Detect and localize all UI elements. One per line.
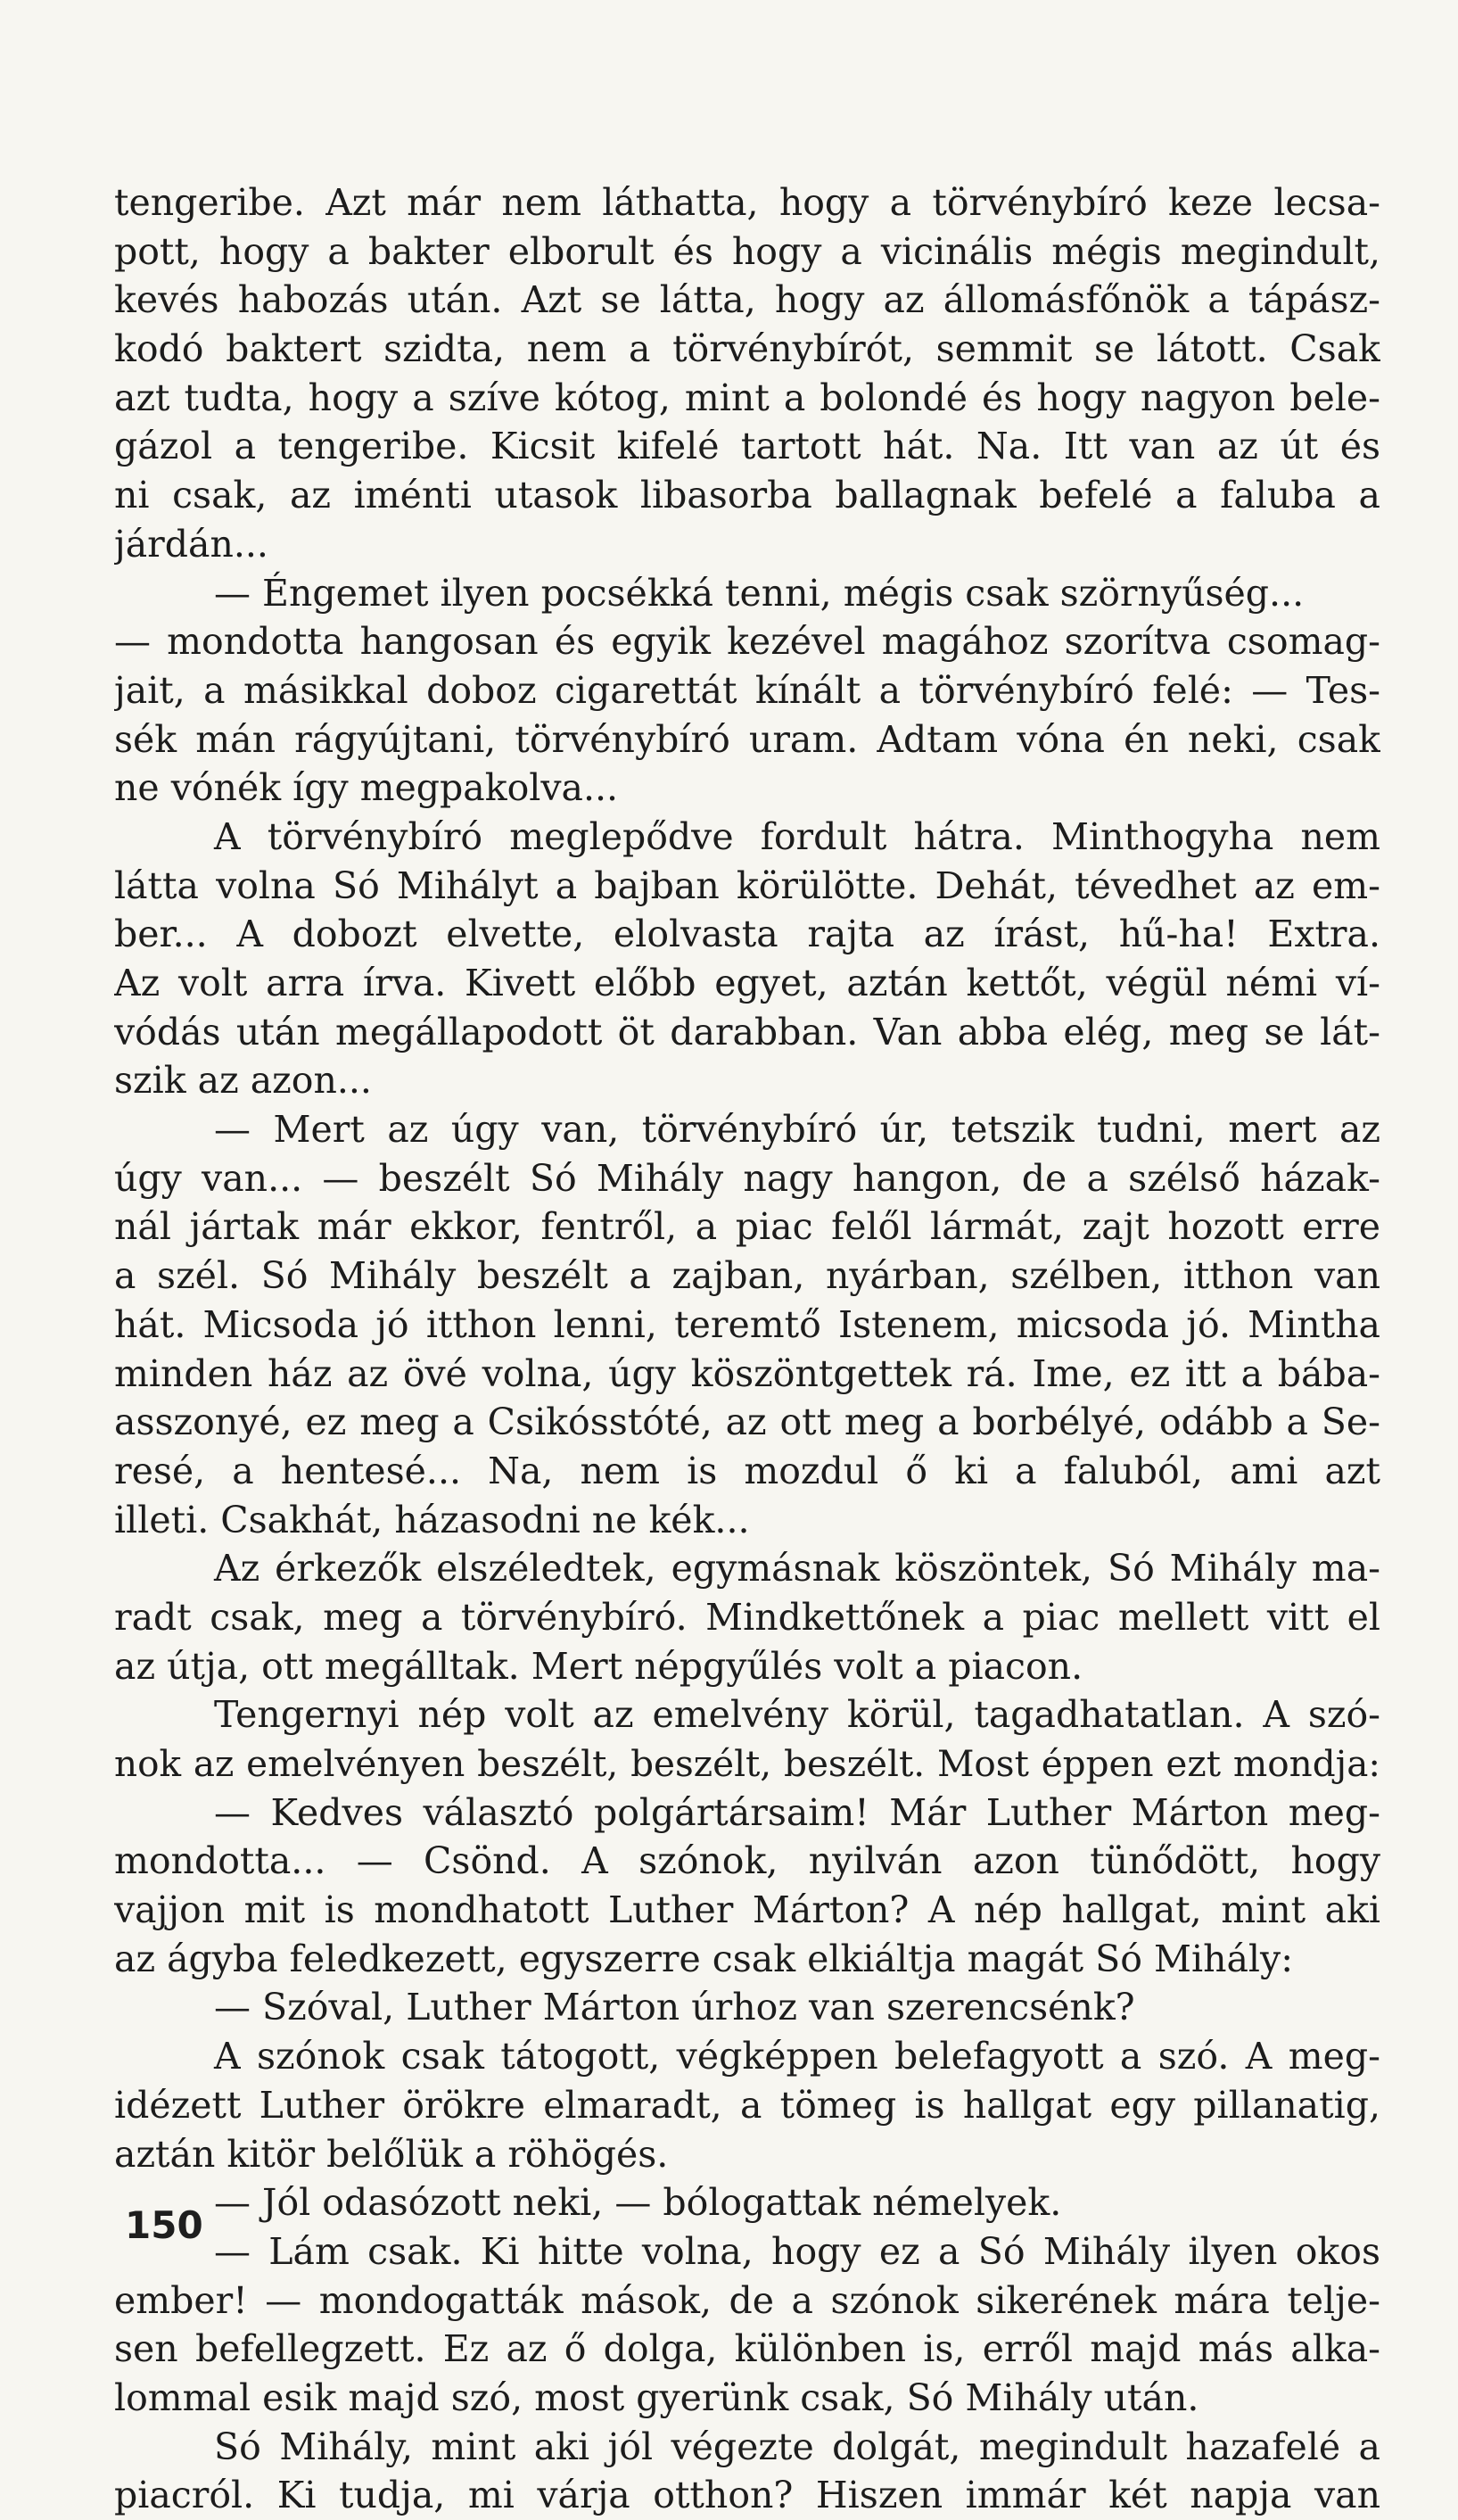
text-line: kevés habozás után. Azt se látta, hogy az állomásfőnök a tápász- <box>114 278 1380 322</box>
text-line: gázol a tengeribe. Kicsit kifelé tartott hát. Na. Itt van az út és <box>114 425 1380 468</box>
text-line: kodó baktert szidta, nem a törvénybírót, semmit se látott. Csak <box>114 327 1380 371</box>
text-line: A szónok csak tátogott, végképpen belefagyott a szó. A meg- <box>214 2035 1380 2078</box>
text-line: látta volna Só Mihályt a bajban körülötte. Dehát, tévedhet az em- <box>114 863 1380 907</box>
text-line: radt csak, meg a törvénybíró. Mindkettőnek a piac mellett vitt el <box>114 1595 1380 1639</box>
text-line: mondotta... — Csönd. A szónok, nyilván azon tünődött, hogy <box>114 1839 1380 1883</box>
text-line: sék mán rágyújtani, törvénybíró uram. Adtam vóna én neki, csak <box>114 717 1380 761</box>
text-line: A törvénybíró meglepődve fordult hátra. Minthogyha nem <box>214 814 1380 858</box>
text-line: nok az emelvényen beszélt, beszélt, beszélt. Most éppen ezt mondja: <box>114 1742 1380 1785</box>
text-line: a szél. Só Mihály beszélt a zajban, nyárban, szélben, itthon van <box>114 1254 1380 1298</box>
text-line: — Szóval, Luther Márton úrhoz van szerencsénk? <box>214 1986 1135 2029</box>
text-line: — Jól odasózott neki, — bólogattak némelyek. <box>214 2181 1062 2225</box>
text-line: illeti. Csakhát, házasodni ne kék... <box>114 1498 750 1541</box>
text-line: pott, hogy a bakter elborult és hogy a vicinális mégis megindult, <box>114 229 1380 273</box>
text-line: asszonyé, ez meg a Csikósstóté, az ott meg a borbélyé, odább a Se- <box>114 1400 1380 1444</box>
text-line: Tengernyi nép volt az emelvény körül, tagadhatatlan. A szó- <box>214 1693 1380 1737</box>
text-line: — Mert az úgy van, törvénybíró úr, tetszik tudni, mert az <box>214 1108 1380 1152</box>
text-line: az ágyba feledkezett, egyszerre csak elkiáltja magát Só Mihály: <box>114 1937 1294 1980</box>
text-line: Az érkezők elszéledtek, egymásnak köszöntek, Só Mihály ma- <box>214 1547 1380 1590</box>
text-line: jait, a másikkal doboz cigarettát kínált a törvénybíró felé: — Tes- <box>114 668 1380 712</box>
body-text <box>114 178 1380 2520</box>
text-line: sen befellegzett. Ez az ő dolga, különben is, erről majd más alka- <box>114 2327 1380 2371</box>
text-line: hát. Micsoda jó itthon lenni, teremtő Istenem, micsoda jó. Mintha <box>114 1302 1380 1346</box>
text-line: — mondotta hangosan és egyik kezével magához szorítva csomag- <box>114 620 1380 664</box>
text-line: Só Mihály, mint aki jól végezte dolgát, megindult hazafelé a <box>214 2425 1380 2468</box>
text-line: azt tudta, hogy a szíve kótog, mint a bolondé és hogy nagyon bele- <box>114 376 1380 419</box>
text-line: idézett Luther örökre elmaradt, a tömeg is hallgat egy pillanatig, <box>114 2083 1380 2127</box>
text-line: tengeribe. Azt már nem láthatta, hogy a törvénybíró keze lecsa- <box>114 181 1380 224</box>
text-line: — Éngemet ilyen pocsékká tenni, mégis csak szörnyűség... <box>214 571 1305 615</box>
text-line: minden ház az övé volna, úgy köszöntgettek rá. Ime, ez itt a bába- <box>114 1351 1380 1395</box>
text-line: nál jártak már ekkor, fentről, a piac felől lármát, zajt hozott erre <box>114 1205 1380 1249</box>
text-line: ni csak, az iménti utasok libasorba ballagnak befelé a faluba a <box>114 474 1380 517</box>
text-line: — Lám csak. Ki hitte volna, hogy ez a Só Mihály ilyen okos <box>214 2229 1380 2273</box>
text-line: aztán kitör belőlük a röhögés. <box>114 2132 669 2176</box>
text-line: úgy van... — beszélt Só Mihály nagy hangon, de a szélső házak- <box>114 1156 1380 1200</box>
text-line: piacról. Ki tudja, mi várja otthon? Hiszen immár két napja van <box>114 2474 1380 2517</box>
text-line: ember! — mondogatták mások, de a szónok sikerének mára telje- <box>114 2278 1380 2322</box>
text-line: ne vónék így megpakolva... <box>114 766 619 810</box>
text-line: járdán... <box>114 522 268 566</box>
text-line: ber... A dobozt elvette, elolvasta rajta az írást, hű-ha! Extra. <box>114 913 1380 956</box>
text-line: vajjon mit is mondhatott Luther Márton? A nép hallgat, mint aki <box>114 1888 1380 1932</box>
text-line: szik az azon... <box>114 1059 372 1103</box>
text-line: resé, a hentesé... Na, nem is mozdul ő ki a faluból, ami azt <box>114 1449 1380 1492</box>
text-line: az útja, ott megálltak. Mert népgyűlés volt a piacon. <box>114 1644 1083 1688</box>
text-line: vódás után megállapodott öt darabban. Van abba elég, meg se lát- <box>114 1010 1380 1053</box>
text-line: Az volt arra írva. Kivett előbb egyet, aztán kettőt, végül némi ví- <box>114 962 1380 1004</box>
page-number: 150 <box>125 2203 203 2247</box>
text-line: lommal esik majd szó, most gyerünk csak, Só Mihály után. <box>114 2375 1199 2419</box>
text-line: — Kedves választó polgártársaim! Már Luther Márton meg- <box>214 1790 1380 1834</box>
